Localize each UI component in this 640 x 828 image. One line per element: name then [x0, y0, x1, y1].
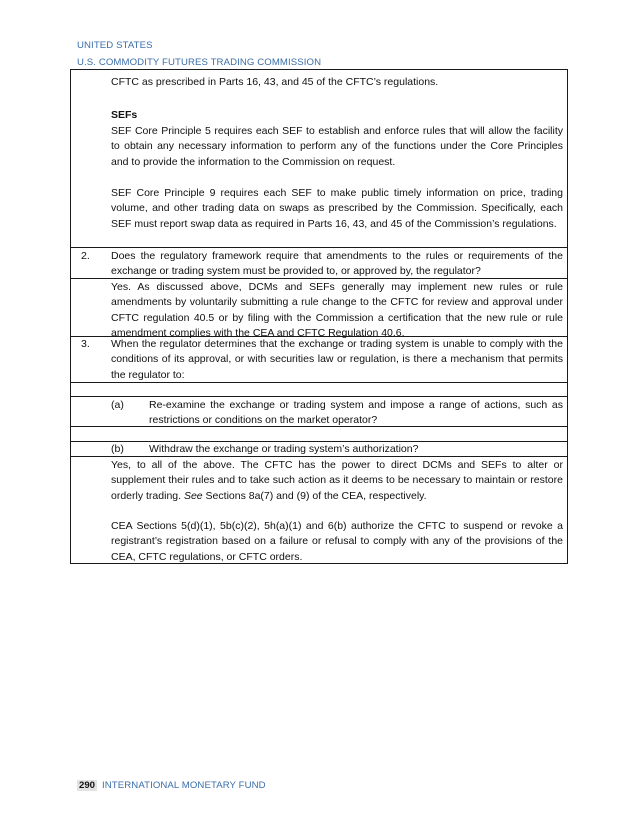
- answer-continuation: CFTC as prescribed in Parts 16, 43, and 45 of the CFTC’s regulations.: [111, 76, 439, 88]
- sefs-heading: SEFs: [111, 109, 138, 121]
- question-2-text: Does the regulatory framework require that amendments to the rules or requirements of the exchange or trading system must be provided to, or approved by, the regulator?: [111, 250, 563, 278]
- page-footer: [77, 780, 266, 791]
- page-number: 290: [79, 780, 96, 791]
- sef-core-principle-5-paragraph: SEF Core Principle 5 requires each SEF to establish and enforce rules that will allow the facility to obtain any necessary information to perform any of the functions under the Core Principles and to provide the information to the Commission on request.: [111, 125, 563, 168]
- question-3a-text: Re-examine the exchange or trading system and impose a range of actions, such as restrictions or conditions on the market operator?: [149, 399, 563, 427]
- answer-3-text: Sections 8a(7) and (9) of the CEA, respectively.: [202, 489, 427, 502]
- table-left-border: [70, 69, 71, 563]
- row-divider: [70, 396, 568, 397]
- question-number: 2.: [81, 250, 90, 262]
- row-divider: [70, 247, 568, 248]
- table-right-border: [567, 69, 568, 563]
- header-country: UNITED STATES: [77, 40, 153, 51]
- answer-3-text: Yes, to all of the above. The CFTC has the power to direct DCMs and SEFs to alter or supplement their rules and to take such action as it deems to be necessary to maintain or restore orderly trading.: [111, 459, 563, 502]
- answer-2-text: Yes. As discussed above, DCMs and SEFs generally may implement new rules or rule amendments by voluntarily submitting a rule change to the CFTC for review and approval under CFTC regulation 40.5 or by filing with the Commission a certification that the new rule or rule amendment complies with the CEA and CFTC Regulation 40.6.: [111, 281, 563, 340]
- answer-3-paragraph-2: CEA Sections 5(d)(1), 5b(c)(2), 5h(a)(1) and 6(b) authorize the CFTC to suspend or revoke a registrant’s registration based on a failure or refusal to comply with any of the provisions of the CEA, CFTC regulations, or CFTC orders.: [111, 520, 563, 563]
- see-reference: See: [183, 489, 203, 502]
- sub-question-label: (b): [111, 443, 124, 455]
- question-3-text: When the regulator determines that the exchange or trading system is unable to comply with the conditions of its approval, or with securities law or regulation, is there a mechanism that permits the regulator to:: [111, 338, 563, 381]
- sef-core-principle-9-paragraph: SEF Core Principle 9 requires each SEF to make public timely information on price, trading volume, and other trading data on swaps as prescribed by the Commission. Specifically, each SEF must report swap data as required in Parts 16, 43, and 45 of the Commission’s regulations.: [111, 187, 563, 230]
- table-top-border: [70, 69, 568, 70]
- footer-organization: INTERNATIONAL MONETARY FUND: [102, 780, 266, 791]
- questionnaire-table: [70, 69, 568, 563]
- answer-3-paragraph-1: [111, 458, 563, 504]
- question-number: 3.: [81, 338, 90, 350]
- sub-question-label: (a): [111, 399, 124, 411]
- header-agency: U.S. COMMODITY FUTURES TRADING COMMISSION: [77, 57, 322, 68]
- question-3b-text: Withdraw the exchange or trading system’s authorization?: [149, 443, 419, 455]
